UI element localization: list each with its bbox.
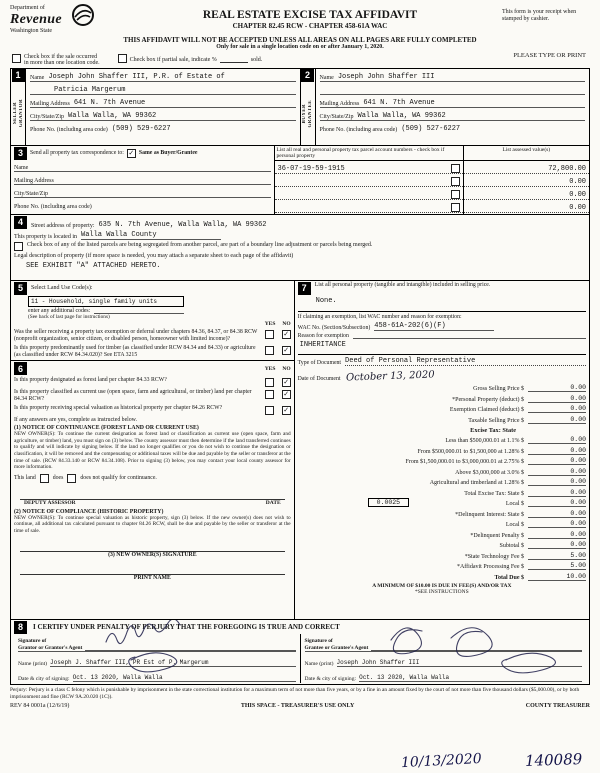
grantor-signature-row: [18, 635, 296, 652]
multi-location-label: Check box if the sale occurred in more than one location code.: [24, 53, 100, 66]
form-title: REAL ESTATE EXCISE TAX AFFIDAVIT: [202, 9, 418, 21]
does-not-label: does not qualify for continuance.: [80, 475, 157, 482]
perjury-statement: Perjury: Perjury is a class C felony which is punishable by imprisonment in the state correctional institution for a maximum term of not more than five years, or by a fine in an amount fixed by the court of not more than five thousand dollars ($5,000.00), or by both imprisonment and fine (RCW 9A.20.020 (1C)).: [10, 686, 580, 700]
fee-row-local: 0.0025 Local $ 0.00: [298, 497, 586, 508]
s6-q2-no-checkbox[interactable]: ✓: [283, 390, 290, 399]
print-name-label: PRINT NAME: [133, 574, 171, 581]
wac-label: WAC No. (Section/Subsection): [297, 324, 371, 331]
section-5-number: 5: [14, 282, 27, 295]
fee-row-tier3: From $1,500,000.01 to $3,000,000.01 at 2.75% $ 0.00: [405, 457, 586, 466]
seller-phone-value[interactable]: (509) 529-6227: [111, 124, 171, 133]
seller-citystatezip-line: City/State/Zip Walla Walla, WA 99362: [30, 109, 296, 121]
warning-line: THIS AFFIDAVIT WILL NOT BE ACCEPTED UNLESS ALL AREAS ON ALL PAGES ARE FULLY COMPLETED: [123, 35, 477, 44]
buyer-section: [301, 69, 590, 145]
grantor-signature-cell: [14, 634, 301, 683]
partial-sale-suffix: sold.: [250, 56, 263, 63]
left-column: [11, 281, 295, 619]
same-as-buyer-checkbox[interactable]: ✓: [128, 148, 135, 157]
subtotal-value[interactable]: 0.00: [528, 541, 586, 549]
minimum-due-note: A MINIMUM OF $10.00 IS DUE IN FEE(S) AND/OR TAX: [372, 582, 512, 589]
delinquent-penalty-value[interactable]: 0.00: [528, 531, 586, 539]
seller-name-line1: Name Joseph John Shaffer III, P.R. of Estate of: [30, 70, 296, 82]
fee-row-tier1: Less than $500,000.01 at 1.1% $ 0.00: [445, 436, 586, 445]
delinquent-interest-state-value[interactable]: 0.00: [528, 510, 586, 518]
assessed-value-1[interactable]: 72,800.00: [464, 161, 589, 174]
certify-statement: I CERTIFY UNDER PENALTY OF PERJURY THAT THE FOREGOING IS TRUE AND CORRECT: [33, 623, 340, 632]
affidavit-processing-fee-value[interactable]: 5.00: [528, 562, 586, 570]
deputy-assessor-labels: DEPUTY ASSESSOR DATE: [24, 499, 281, 506]
s5-question-1: Was the seller receiving a property tax exemption or deferral under chapters 84.36, 84.37, or 84.38 RCW (nonprofit organization, senior citizen, or disabled person, homeowner with limited income)? ✓: [14, 329, 290, 343]
assessed-value-2[interactable]: 0.00: [464, 174, 589, 187]
street-address-value[interactable]: 635 N. 7th Avenue, Walla Walla, WA 99362: [98, 220, 267, 229]
tier4-value[interactable]: 0.00: [528, 468, 586, 476]
additional-codes-label: enter any additional codes:: [28, 307, 91, 314]
total-due-value[interactable]: 10.00: [528, 573, 586, 581]
dept-name: Revenue: [10, 11, 62, 27]
section-4: [11, 215, 589, 281]
doc-type-label: Type of Document: [297, 359, 342, 366]
reason-value[interactable]: INHERITANCE: [299, 340, 346, 349]
s6-q1-yes-checkbox[interactable]: [265, 378, 274, 387]
personal-property-label: List all personal property (tangible and intangible) included in selling price.: [314, 281, 491, 288]
county-treasurer-label: COUNTY TREASURER: [525, 703, 590, 710]
partial-sale-percent-field[interactable]: [220, 62, 248, 63]
footer-row: [10, 703, 590, 709]
buyer-address-value[interactable]: 641 N. 7th Avenue: [363, 98, 435, 107]
section-1-number: 1: [12, 69, 25, 82]
revenue-logo-icon: [72, 4, 94, 29]
fee-row-subtotal: Subtotal $ 0.00: [499, 541, 586, 550]
fee-row-tier4: Above $3,000,000 at 3.0% $ 0.00: [455, 467, 586, 476]
receipt-note: This form is your receipt when stamped by cashier.: [502, 9, 577, 23]
gross-selling-price-value[interactable]: 0.00: [528, 384, 586, 392]
buyer-name-line: Name Joseph John Shaffer III: [320, 70, 586, 82]
buyer-blank-line: [320, 83, 586, 95]
treasurer-stamp-number: 140089: [524, 750, 583, 770]
grantee-name-print-value[interactable]: Joseph John Shaffer III: [337, 659, 582, 667]
personal-property-value[interactable]: None.: [315, 296, 337, 305]
section-3: [11, 146, 589, 215]
single-location-note: Only for sale in a single location code on or after January 1, 2020.: [216, 43, 384, 50]
total-excise-state-value[interactable]: 0.00: [528, 489, 586, 497]
segregated-label: Check box of any of the listed parcels are being segregated from another parcel, are part of a boundary line adjustment or parcels being merged.: [27, 241, 373, 248]
segregated-checkbox[interactable]: [14, 242, 23, 251]
corr-name-line: Name: [14, 160, 271, 172]
divider: [298, 354, 586, 355]
s5-q1-yes-checkbox[interactable]: [265, 330, 274, 339]
legal-description-label: Legal description of property (if more space is needed, you may attach a separate sheet to each page of the affidavit): [14, 252, 294, 259]
notice-compliance-title: (2) NOTICE OF COMPLIANCE (HISTORIC PROPERTY): [14, 508, 164, 515]
land-use-code-value[interactable]: 11 - Household, single family units: [28, 296, 184, 307]
assessed-header: List assessed value(s): [464, 146, 589, 161]
section-8-number: 8: [14, 621, 27, 634]
grantor-signature-label: Signature of Grantor or Grantor's Agent: [18, 638, 83, 651]
grantor-signature-field[interactable]: [85, 650, 295, 651]
section-4-number: 4: [14, 216, 27, 229]
parcel-row-1: [275, 161, 463, 174]
seller-grantor-vertical-label: SELLER GRANTOR: [12, 99, 24, 128]
grantor-date-city-label: Date & city of signing:: [18, 675, 70, 682]
section-5: [11, 281, 294, 361]
partial-sale-label: Check box if partial sale, indicate %: [129, 56, 217, 63]
fee-row-delinquent-interest-local: Local $ 0.00: [505, 520, 586, 529]
s6-question-2: Is this property classified as current use (open space, farm and agricultural, or timber) land per chapter 84.34 RCW? ✓: [14, 389, 290, 403]
parcel-3-personal-checkbox[interactable]: [451, 190, 460, 199]
parcel-row-2: [275, 174, 463, 187]
fee-row-gross: Gross Selling Price $ 0.00: [473, 384, 586, 393]
title-block: [118, 5, 502, 30]
parcel-1-personal-checkbox[interactable]: [451, 164, 460, 173]
section-3-number: 3: [14, 147, 27, 160]
print-name-line[interactable]: [20, 562, 285, 575]
fee-row-delinquent-penalty: *Delinquent Penalty $ 0.00: [470, 530, 586, 539]
doc-type-value[interactable]: Deed of Personal Representative: [345, 357, 586, 366]
fee-row-total-due: Total Due $ 10.00: [494, 572, 586, 581]
buyer-phone-line: Phone No. (including area code) (509) 527-6227: [319, 124, 461, 133]
corr-address-line: Mailing Address: [14, 173, 271, 185]
please-type-or-print: PLEASE TYPE OR PRINT: [513, 52, 586, 59]
seller-section: [11, 69, 301, 145]
located-in-label: This property is located in: [14, 233, 77, 240]
s5-question-2: Is this property predominantly used for timber (as classified under RCW 84.34 and 84.33) or agriculture (as classified under RCW 84.34.020)? See ETA 3215 ✓: [14, 345, 290, 359]
grantee-signature-cell: [301, 634, 587, 683]
multi-location-checkbox[interactable]: [12, 54, 21, 63]
header: [10, 5, 590, 35]
parcel-row-4: [275, 200, 463, 213]
fee-row-personal: *Personal Property (deduct) $ 0.00: [452, 394, 586, 403]
state-technology-fee-value[interactable]: 5.00: [528, 552, 586, 560]
s6-q3-no-checkbox[interactable]: ✓: [283, 406, 290, 415]
exemption-claimed-value[interactable]: 0.00: [528, 405, 586, 413]
seller-address-line: Mailing Address 641 N. 7th Avenue: [30, 96, 296, 108]
s5-q1-no-checkbox[interactable]: ✓: [283, 330, 290, 339]
treasurer-space-label: THIS SPACE - TREASURER'S USE ONLY: [240, 703, 355, 710]
taxable-selling-price-value[interactable]: 0.00: [528, 416, 586, 424]
this-land-label: This land: [14, 475, 36, 482]
fee-row-agricultural: Agricultural and timberland at 1.28% $ 0.00: [429, 478, 586, 487]
tax-correspondence-column: [11, 146, 275, 214]
legal-description-value[interactable]: SEE EXHIBIT "A" ATTACHED HERETO.: [26, 261, 161, 270]
s6-q3-yes-checkbox[interactable]: [265, 406, 274, 415]
parcel-number-value[interactable]: 36-07-19-59-1915: [277, 164, 345, 173]
grantor-date-city-value[interactable]: Oct. 13 2020, Walla Walla: [73, 674, 296, 682]
form-chapter: CHAPTER 82.45 RCW - CHAPTER 458-61A WAC: [232, 22, 388, 30]
grantee-signature-field[interactable]: [371, 650, 582, 651]
same-as-buyer-label: Same as Buyer/Grantee: [138, 150, 198, 157]
seller-name-value2[interactable]: Patricia Margerum: [54, 85, 126, 94]
section-7: [295, 281, 589, 619]
tier1-value[interactable]: 0.00: [528, 436, 586, 444]
section-8: [11, 620, 589, 684]
buyer-grantee-vertical-label: BUYER GRANTEE: [302, 99, 313, 128]
parcel-row-3: [275, 187, 463, 200]
fee-row-delinquent-interest-state: *Delinquent Interest: State $ 0.00: [455, 509, 586, 518]
doc-date-value-handwritten[interactable]: October 13, 2020: [346, 369, 436, 384]
form-body: [10, 68, 590, 685]
section-2-number: 2: [301, 69, 314, 82]
notice-continuance-body: NEW OWNER(S): To continue the current designation as forest land or classification as current use (open space, farm and agriculture, or timber) land, you must sign on (3) below. The county assessor must then determine if the land transferred continues to qualify and will indicate by signing below. If the land no longer qualifies or you do not wish to continue the designation or classification, it will be removed and the compensating or additional taxes will be due and payable by the seller or transferor at the time of sale. (RCW 84.33.140 or RCW 84.34.108). Prior to signing (3) below, you may contact your local county assessor for more information.: [14, 431, 291, 471]
parcel-numbers-column: [275, 146, 464, 214]
fee-row-state-technology-fee: *State Technology Fee $ 5.00: [464, 551, 586, 560]
section-7-number: 7: [298, 282, 311, 295]
s6-yes-no-header: YES NO: [264, 365, 291, 372]
delinquent-interest-local-value[interactable]: 0.00: [528, 520, 586, 528]
grantor-name-print-value[interactable]: Joseph J. Shaffer III, PR Est of P. Margerum: [50, 659, 295, 667]
see-instructions-note: *SEE INSTRUCTIONS: [415, 588, 469, 595]
assessed-values-column: [464, 146, 589, 214]
s5-yes-no-header: YES NO: [264, 321, 291, 328]
wac-value[interactable]: 458-61A-202(6)(F): [374, 322, 494, 331]
parcel-header: List all real and personal property tax parcel account numbers - check box if personal property: [275, 146, 463, 161]
excise-tax-state-header: Excise Tax: State: [470, 426, 516, 434]
parcel-2-personal-checkbox[interactable]: [451, 177, 460, 186]
partial-sale-checkbox[interactable]: [118, 54, 127, 63]
rev-form-number: REV 84 0001a (12/6/19): [10, 703, 70, 710]
corr-citystatezip-line: City/State/Zip: [14, 186, 271, 198]
seller-name-value1[interactable]: Joseph John Shaffer III, P.R. of Estate of: [48, 72, 225, 81]
assessed-value-3[interactable]: 0.00: [464, 187, 589, 200]
doc-date-label: Date of Document: [297, 375, 341, 382]
buyer-citystatezip-line: City/State/Zip Walla Walla, WA 99362: [320, 109, 586, 121]
dept-top-label: Department of: [10, 5, 45, 11]
tier3-value[interactable]: 0.00: [528, 457, 586, 465]
divider: [298, 311, 586, 312]
new-owner-signature-line[interactable]: [20, 539, 285, 552]
tier2-value[interactable]: 0.00: [528, 447, 586, 455]
grantee-date-city-value[interactable]: Oct. 13 2020, Walla Walla: [359, 674, 582, 682]
fee-row-tier2: From $500,000.01 to $1,500,000 at 1.28% $ 0.00: [417, 446, 586, 455]
dept-of-revenue-block: [10, 5, 118, 35]
new-owner-signature-label: (3) NEW OWNER(S) SIGNATURE: [108, 551, 197, 558]
does-not-qualify-checkbox[interactable]: [67, 474, 76, 483]
seller-name-line2: [30, 83, 296, 95]
buyer-phone-value[interactable]: (509) 527-6227: [401, 124, 461, 133]
s6-question-3: Is this property receiving special valuation as historical property per chapter 84.26 RCW? ✓: [14, 405, 290, 415]
send-correspondence-label: Send all property tax correspondence to:: [30, 150, 124, 157]
s6-q1-no-checkbox[interactable]: ✓: [283, 378, 290, 387]
assessed-value-4[interactable]: 0.00: [464, 200, 589, 213]
notice-compliance-body: NEW OWNER(S): To continue special valuation as historic property, sign (3) below. If the new owner(s) does not wish to continue, all additional tax calculated pursuant to chapter 84.26 RCW, shall be due and payable by the seller or transferor at the time of sale.: [14, 514, 291, 535]
reason-label: Reason for exemption: [297, 332, 349, 339]
dept-sub-label: Washington State: [10, 27, 53, 34]
reason-field[interactable]: [353, 338, 586, 339]
s5-q2-no-checkbox[interactable]: ✓: [283, 346, 290, 355]
section-6: [11, 361, 294, 619]
see-back-note: (See back of last page for instructions): [28, 313, 110, 320]
local-tax-value[interactable]: 0.00: [528, 499, 586, 507]
deputy-assessor-signature-line[interactable]: [20, 487, 285, 500]
corr-phone-line: Phone No. (including area code): [14, 203, 92, 210]
located-in-value[interactable]: Walla Walla County: [81, 231, 221, 240]
seller-citystatezip-value[interactable]: Walla Walla, WA 99362: [68, 111, 157, 120]
exemption-intro: If claiming an exemption, list WAC number and reason for exemption:: [297, 313, 462, 320]
fee-row-taxable: Taxable Selling Price $ 0.00: [468, 415, 586, 424]
seller-buyer-row: [11, 69, 589, 146]
seller-sidebar: [11, 69, 26, 145]
local-rate-box[interactable]: 0.0025: [368, 498, 409, 507]
grantee-name-print-label: Name (print): [304, 660, 334, 667]
land-use-label: Select Land Use Code(s):: [31, 285, 93, 292]
does-label: does: [52, 475, 64, 482]
s6-question-1: Is this property designated as forest land per chapter 84.33 RCW? ✓: [14, 377, 290, 387]
does-qualify-checkbox[interactable]: [40, 474, 49, 483]
treasurer-stamp-date: 10/13/2020: [400, 750, 483, 772]
grantee-signature-label: Signature of Grantee or Grantee's Agent: [304, 638, 369, 651]
buyer-citystatezip-value[interactable]: Walla Walla, WA 99362: [357, 111, 446, 120]
agricultural-value[interactable]: 0.00: [528, 478, 586, 486]
seller-phone-line: Phone No. (including area code) (509) 529-6227: [30, 124, 171, 133]
buyer-address-line: Mailing Address 641 N. 7th Avenue: [320, 96, 586, 108]
grantee-signature-row: [305, 635, 583, 652]
middle-columns: [11, 281, 589, 620]
personal-property-deduct-value[interactable]: 0.00: [528, 395, 586, 403]
street-address-label: Street address of property:: [31, 222, 95, 229]
fee-row-exemption: Exemption Claimed (deduct) $ 0.00: [449, 405, 586, 414]
s5-q2-yes-checkbox[interactable]: [265, 346, 274, 355]
buyer-sidebar: [301, 69, 316, 145]
parcel-4-personal-checkbox[interactable]: [451, 203, 460, 212]
fee-row-affidavit-processing-fee: *Affidavit Processing Fee $ 5.00: [456, 562, 586, 571]
notice-continuance-title: (1) NOTICE OF CONTINUANCE (FOREST LAND OR CURRENT USE): [14, 425, 199, 432]
s6-q2-yes-checkbox[interactable]: [265, 390, 274, 399]
grantor-name-print-label: Name (print): [18, 660, 48, 667]
buyer-name-value[interactable]: Joseph John Shaffer III: [337, 72, 435, 81]
section-6-number: 6: [14, 362, 27, 375]
seller-address-value[interactable]: 641 N. 7th Avenue: [73, 98, 146, 107]
grantee-date-city-label: Date & city of signing:: [304, 675, 357, 682]
pre-check-row: [12, 54, 590, 66]
fee-row-total-excise-state: Total Excise Tax: State $ 0.00: [464, 488, 586, 497]
if-yes-note: If any answers are yes, complete as instructed below.: [14, 417, 137, 424]
